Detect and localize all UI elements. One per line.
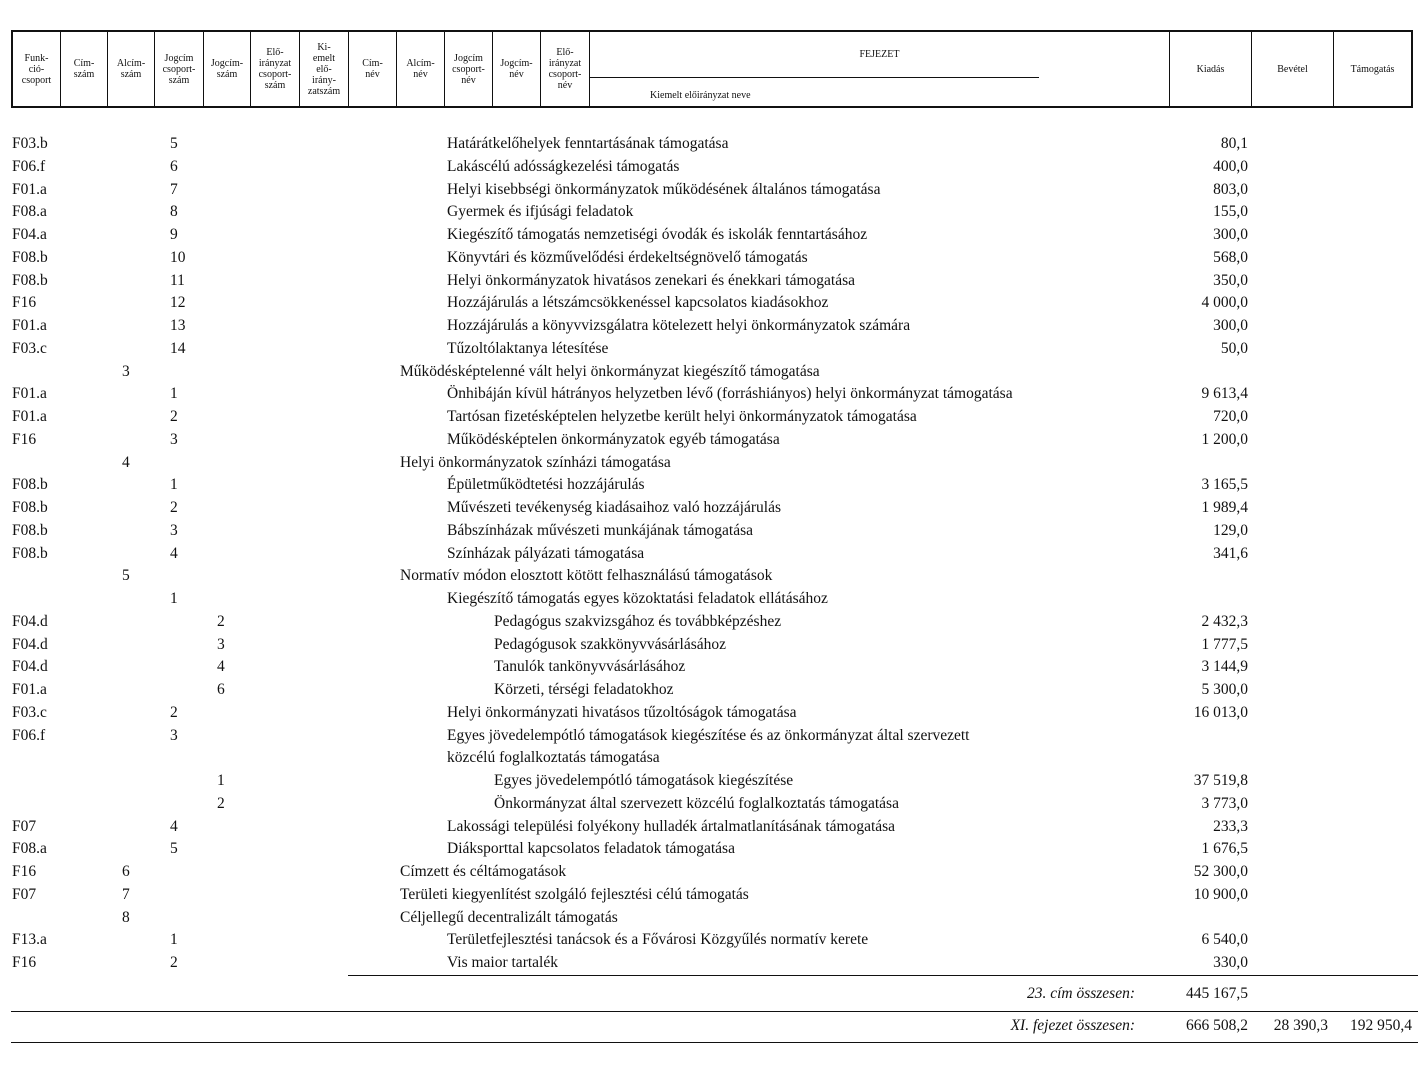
row-kiadas-value: 1 676,5	[1201, 840, 1248, 858]
row-item-number: 1	[170, 385, 178, 403]
row-item-name: Céljellegű decentralizált támogatás	[400, 908, 618, 926]
row-item-name: Hozzájárulás a létszámcsökkenéssel kapcsolatos kiadásokhoz	[447, 294, 829, 312]
header-col-alcim-szam: Alcím- szám	[108, 32, 155, 106]
row-kiadas-value: 9 613,4	[1201, 385, 1248, 403]
row-funkcio-code: F01.a	[12, 317, 47, 334]
fejezet-total-label: XI. fejezet összesen:	[1010, 1017, 1135, 1034]
cim-total-kiadas: 445 167,5	[1186, 985, 1248, 1002]
row-funkcio-code: F07	[12, 817, 37, 835]
row-kiadas-value: 16 013,0	[1193, 703, 1248, 721]
row-kiadas-value: 233,3	[1213, 817, 1248, 835]
row-kiadas-value: 400,0	[1213, 157, 1248, 175]
row-kiadas-value: 3 773,0	[1201, 794, 1248, 812]
row-item-name: Önhibáján kívül hátrányos helyzetben lévő (forráshiányos) helyi önkormányzat támogatása	[447, 385, 1013, 403]
row-item-number: 11	[170, 271, 185, 289]
row-item-number: 12	[170, 294, 186, 312]
table-row	[0, 863, 1420, 885]
row-funkcio-code: F08.a	[12, 840, 47, 858]
table-row	[0, 704, 1420, 726]
table-row	[0, 909, 1420, 931]
row-item-name: Művészeti tevékenység kiadásaihoz való hozzájárulás	[447, 499, 781, 516]
row-item-number: 1	[217, 772, 225, 789]
row-item-number: 3	[217, 635, 225, 653]
row-item-number: 2	[217, 612, 225, 630]
table-row	[0, 727, 1420, 749]
row-item-name: Egyes jövedelempótló támogatások kiegészítése	[494, 772, 794, 789]
table-row	[0, 499, 1420, 521]
row-funkcio-code: F04.a	[12, 226, 47, 243]
row-item-number: 3	[170, 521, 178, 539]
row-funkcio-code: F08.b	[12, 521, 48, 539]
table-row	[0, 658, 1420, 680]
row-item-number: 2	[170, 408, 178, 425]
table-row	[0, 931, 1420, 953]
row-kiadas-value: 10 900,0	[1193, 885, 1248, 903]
row-funkcio-code: F08.b	[12, 248, 48, 266]
row-item-name: Helyi önkormányzati hivatásos tűzoltóságok támogatása	[447, 703, 797, 721]
row-item-name: Pedagógus szakvizsgához és továbbképzéshez	[494, 612, 782, 630]
row-item-number: 1	[170, 590, 178, 607]
row-item-name: Működésképtelen önkormányzatok egyéb támogatása	[447, 430, 780, 448]
row-funkcio-code: F03.c	[12, 339, 47, 357]
header-col-cim-nev: Cím- név	[349, 32, 397, 106]
subtotal-rule	[348, 975, 1418, 976]
row-item-number: 13	[170, 317, 186, 334]
row-kiadas-value: 155,0	[1213, 203, 1248, 221]
cim-total-label: 23. cím összesen:	[1026, 985, 1135, 1002]
fejezet-total-kiadas: 666 508,2	[1186, 1017, 1248, 1034]
row-item-name: Pedagógusok szakkönyvvásárlásához	[494, 635, 727, 653]
row-item-name: közcélú foglalkoztatás támogatása	[447, 749, 660, 767]
row-kiadas-value: 5 300,0	[1201, 681, 1248, 698]
row-item-name: Könyvtári és közművelődési érdekeltségnövelő támogatás	[447, 248, 808, 266]
row-kiadas-value: 720,0	[1213, 408, 1248, 425]
row-item-number: 4	[170, 544, 178, 562]
row-item-name: Kiegészítő támogatás nemzetiségi óvodák és iskolák fenntartásához	[447, 226, 868, 243]
row-item-name: Gyermek és ifjúsági feladatok	[447, 203, 634, 221]
row-item-number: 3	[170, 430, 178, 448]
table-row	[0, 567, 1420, 589]
table-row	[0, 181, 1420, 203]
row-item-name: Diáksporttal kapcsolatos feladatok támogatása	[447, 840, 735, 858]
row-kiadas-value: 350,0	[1213, 271, 1248, 289]
table-row	[0, 818, 1420, 840]
row-funkcio-code: F08.b	[12, 476, 48, 494]
row-item-number: 3	[122, 362, 130, 380]
row-item-name: Helyi önkormányzatok színházi támogatása	[400, 453, 671, 471]
row-item-name: Normatív módon elosztott kötött felhasználású támogatások	[400, 567, 773, 585]
header-col-jogcim-csoport-nev: Jogcím csoport- név	[445, 32, 493, 106]
fejezet-rule-top	[11, 1011, 1418, 1012]
row-funkcio-code: F13.a	[12, 931, 47, 949]
row-item-name: Körzeti, térségi feladatokhoz	[494, 681, 674, 698]
row-item-name: Helyi önkormányzatok hivatásos zenekari és énekkari támogatása	[447, 271, 856, 289]
row-item-name: Lakossági települési folyékony hulladék ártalmatlanításának támogatása	[447, 817, 896, 835]
header-col-bevetel: Bevétel	[1252, 32, 1334, 106]
row-funkcio-code: F08.b	[12, 271, 48, 289]
row-item-number: 7	[122, 885, 130, 903]
row-item-name: Tűzoltólaktanya létesítése	[447, 339, 609, 357]
row-kiadas-value: 330,0	[1213, 954, 1248, 971]
row-item-name: Hozzájárulás a könyvvizsgálatra kötelezett helyi önkormányzatok számára	[447, 317, 911, 334]
header-col-kiadas: Kiadás	[1170, 32, 1252, 106]
header-col-jogcim-csoport-szam: Jogcím csoport- szám	[155, 32, 204, 106]
row-item-number: 6	[122, 863, 130, 880]
row-item-name: Épületműködtetési hozzájárulás	[447, 476, 645, 494]
header-col-eloiranyzat-csoport-nev: Elő- irányzat csoport- név	[541, 32, 590, 106]
row-item-number: 2	[170, 954, 178, 971]
row-item-number: 6	[170, 157, 178, 175]
row-item-number: 4	[170, 817, 178, 835]
row-item-number: 7	[170, 180, 178, 198]
row-funkcio-code: F04.d	[12, 635, 48, 653]
table-row	[0, 272, 1420, 294]
header-col-cim-szam: Cím- szám	[61, 32, 108, 106]
row-item-name: Tartósan fizetésképtelen helyzetbe került helyi önkormányzatok támogatása	[447, 408, 917, 425]
row-item-number: 8	[122, 908, 130, 926]
row-funkcio-code: F04.d	[12, 612, 48, 630]
row-funkcio-code: F01.a	[12, 681, 47, 698]
row-item-name: Színházak pályázati támogatása	[447, 544, 645, 562]
fejezet-total-tamogatas: 192 950,4	[1350, 1017, 1412, 1034]
row-funkcio-code: F07	[12, 885, 37, 903]
table-row	[0, 749, 1420, 771]
row-item-name: Határátkelőhelyek fenntartásának támogatása	[447, 135, 729, 152]
row-funkcio-code: F16	[12, 294, 37, 312]
header-col-jogcim-nev: Jogcím- név	[493, 32, 541, 106]
row-funkcio-code: F08.b	[12, 544, 48, 562]
row-kiadas-value: 50,0	[1220, 339, 1248, 357]
row-funkcio-code: F06.f	[12, 726, 46, 744]
table-row	[0, 317, 1420, 339]
row-funkcio-code: F16	[12, 954, 37, 971]
row-kiadas-value: 6 540,0	[1201, 931, 1248, 949]
header-col-jogcim-szam: Jogcím- szám	[204, 32, 251, 106]
fejezet-total-bevetel: 28 390,3	[1273, 1017, 1328, 1034]
row-kiadas-value: 3 165,5	[1201, 476, 1248, 494]
table-row	[0, 545, 1420, 567]
row-item-number: 8	[170, 203, 178, 221]
row-item-name: Egyes jövedelempótló támogatások kiegészítése és az önkormányzat által szervezett	[447, 726, 970, 744]
row-kiadas-value: 568,0	[1213, 248, 1248, 266]
table-row	[0, 476, 1420, 498]
row-kiadas-value: 300,0	[1213, 317, 1248, 334]
row-funkcio-code: F04.d	[12, 658, 48, 676]
row-funkcio-code: F01.a	[12, 385, 47, 403]
row-funkcio-code: F06.f	[12, 157, 46, 175]
table-row	[0, 203, 1420, 225]
table-row	[0, 590, 1420, 612]
table-row	[0, 431, 1420, 453]
row-kiadas-value: 3 144,9	[1201, 658, 1248, 676]
cim-total-row	[0, 985, 1420, 1007]
row-item-number: 10	[170, 248, 186, 266]
row-item-number: 4	[122, 453, 130, 471]
table-row	[0, 385, 1420, 407]
row-kiadas-value: 803,0	[1213, 180, 1248, 198]
row-item-number: 3	[170, 726, 178, 744]
row-kiadas-value: 37 519,8	[1193, 772, 1248, 789]
table-row	[0, 795, 1420, 817]
row-item-number: 5	[170, 840, 178, 858]
table-row	[0, 340, 1420, 362]
row-item-name: Működésképtelenné vált helyi önkormányzat kiegészítő támogatása	[400, 362, 820, 380]
row-funkcio-code: F03.b	[12, 135, 48, 152]
row-item-number: 6	[217, 681, 225, 698]
row-kiadas-value: 1 989,4	[1201, 499, 1248, 516]
table-row	[0, 636, 1420, 658]
table-row	[0, 294, 1420, 316]
fejezet-total-row	[0, 1017, 1420, 1039]
row-item-name: Területi kiegyenlítést szolgáló fejlesztési célú támogatás	[400, 885, 749, 903]
table-row	[0, 886, 1420, 908]
row-item-name: Lakáscélú adósságkezelési támogatás	[447, 157, 680, 175]
table-row	[0, 226, 1420, 248]
row-funkcio-code: F01.a	[12, 408, 47, 425]
row-kiadas-value: 2 432,3	[1201, 612, 1248, 630]
row-item-number: 5	[170, 135, 178, 152]
header-col-alcim-nev: Alcím- név	[397, 32, 445, 106]
row-item-name: Önkormányzat által szervezett közcélú foglalkoztatás támogatása	[494, 794, 899, 812]
row-item-number: 1	[170, 476, 178, 494]
header-col-tamogatas: Támogatás	[1350, 63, 1395, 75]
row-item-number: 2	[217, 794, 225, 812]
table-row	[0, 363, 1420, 385]
row-item-number: 4	[217, 658, 225, 676]
row-item-number: 9	[170, 226, 178, 243]
table-row	[0, 522, 1420, 544]
row-item-number: 5	[122, 567, 130, 585]
row-funkcio-code: F16	[12, 863, 37, 880]
row-kiadas-value: 1 777,5	[1201, 635, 1248, 653]
row-kiadas-value: 300,0	[1213, 226, 1248, 243]
header-col-funkcio: Funk- ció- csoport	[13, 32, 61, 106]
row-funkcio-code: F03.c	[12, 703, 47, 721]
table-row	[0, 158, 1420, 180]
table-row	[0, 772, 1420, 794]
row-kiadas-value: 4 000,0	[1201, 294, 1248, 312]
row-funkcio-code: F08.a	[12, 203, 47, 221]
table-row	[0, 681, 1420, 703]
table-row	[0, 613, 1420, 635]
row-kiadas-value: 80,1	[1220, 135, 1248, 152]
row-kiadas-value: 129,0	[1213, 521, 1248, 539]
row-item-name: Kiegészítő támogatás egyes közoktatási feladatok ellátásához	[447, 590, 828, 607]
row-item-number: 2	[170, 703, 178, 721]
row-kiadas-value: 52 300,0	[1193, 863, 1248, 880]
row-kiadas-value: 341,6	[1213, 544, 1248, 562]
table-row	[0, 840, 1420, 862]
table-row	[0, 454, 1420, 476]
row-item-name: Helyi kisebbségi önkormányzatok működésének általános támogatása	[447, 180, 881, 198]
row-item-name: Vis maior tartalék	[447, 954, 558, 971]
table-row	[0, 954, 1420, 976]
fejezet-rule-bottom	[11, 1042, 1418, 1043]
row-funkcio-code: F16	[12, 430, 37, 448]
row-funkcio-code: F08.b	[12, 499, 48, 516]
table-row	[0, 408, 1420, 430]
table-row	[0, 135, 1420, 157]
header-kiemelt-label: Kiemelt előirányzat neve	[650, 90, 751, 101]
header-fejezet-title: FEJEZET	[859, 49, 900, 60]
row-kiadas-value: 1 200,0	[1201, 430, 1248, 448]
row-item-name: Bábszínházak művészeti munkájának támogatása	[447, 521, 754, 539]
row-item-number: 14	[170, 339, 186, 357]
row-item-number: 1	[170, 931, 178, 949]
row-funkcio-code: F01.a	[12, 180, 47, 198]
header-col-eloiranyzat-csoport-szam: Elő- irányzat csoport- szám	[251, 32, 300, 106]
row-item-number: 2	[170, 499, 178, 516]
row-item-name: Tanulók tankönyvvásárlásához	[494, 658, 686, 676]
row-item-name: Területfejlesztési tanácsok és a Fővárosi Közgyűlés normatív kerete	[447, 931, 869, 949]
row-item-name: Címzett és céltámogatások	[400, 863, 567, 880]
header-col-kiemelt-eloiranyzat-szam: Ki- emelt elő- irány- zatszám	[300, 32, 349, 106]
table-row	[0, 249, 1420, 271]
